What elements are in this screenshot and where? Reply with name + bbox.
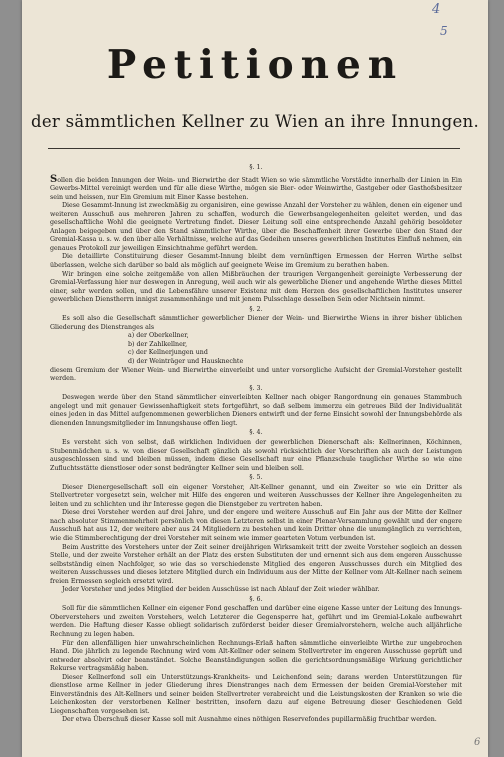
section-heading: §. 2. bbox=[249, 305, 263, 313]
handwritten-numerator: 4 bbox=[432, 2, 441, 17]
rank-list bbox=[128, 332, 462, 366]
list-item: a) der Oberkellner, bbox=[128, 332, 189, 340]
paragraph: Wir bringen eine solche zeitgemäße von allen Mißbräuchen der traurigen Vergangenheit gereinigte Verbesserung der Gremial-Verfassung hier nur deswegen in Anregung, weil auch wir als gewerbliche Diener und angehende Wirthe dieses Mittel einer, sehr werden sollen, und die Lebensfähre unserer Existenz mit dem Herzen des gesellschaftlichen Institutes unserer gewerblichen Dienstherrn innigst zusammenhänge und mit jenem Pulsschlage desselben Sein oder Nichtsein nimmt. bbox=[50, 270, 462, 304]
paragraph: Deswegen werde über den Stand sämmtlicher einverleibten Kellner nach obiger Rangordnung ein genaues Stammbuch angelegt und mit genauer Gewissenhaftigkeit stets fortgeführt, so daß selbem immerzu ein getreues Bild der Individualität eines jeden in das Mittel aufgenommenen gewerblichen Dieners entwirft und der ferne Einsicht sowohl der Innungsbehörde als dienenden Innungsmitglieder im Innungshause offen liegt. bbox=[50, 394, 462, 427]
paragraph: Der etwa Überschuß dieser Kasse soll mit Ausnahme eines nöthigen Reservefondes pupillarmäßig fruchtbar werden. bbox=[62, 716, 437, 724]
section-heading: §. 3. bbox=[249, 384, 263, 392]
list-item: b) der Zahlkellner, bbox=[128, 340, 188, 348]
section-heading: §. 6. bbox=[249, 595, 263, 603]
list-item: d) der Weinträger und Hausknechte bbox=[128, 358, 244, 366]
paragraph: Diese Gesammt-Innung ist zweckmäßig zu organisiren, eine gewisse Anzahl der Vorsteher zu wählen, denen ein eigener und weiteren Ausschuß aus mehreren Jahren zu schaffen, wodurch die Gewerbsangelegenheiten geleitet werden, und das gesellschaftliche Wohl die geeignete Vertretung findet. Dieser Leitung soll eine entsprechende Anzahl gehörig besoldeter Anlagen beigegeben und über den Stand sämmtlicher Wirthe, über die Beschaffenheit ihrer Gewerbe über den Stand der Gremial-Kassa u. s. w. den über alle Verhältnisse, welche auf das Gedeihen unseres gewerblichen Institutes Einfluß nehmen, ein genaues Protokoll zur jeweiligen Einsichtnahme geführt werden. bbox=[50, 202, 462, 252]
paragraph: Dieser Kellnerfond soll ein Unterstützungs-Krankheits- und Leichenfond sein; darans werden Unterstützungen für dienstlose arme Kellner in jeder Gliederung ihres Dienstranges nach dem Ermessen der beiden Gremial-Vorsteher mit Einverständnis des Alt-Kellners und seiner beiden Stellvertreter verabreicht und die Leistungskosten der Kranken so wie die Leichenkosten der verstorbenen Kellner bestritten, insofern dazu auf eigene Betreuung dieser Geschiedenen Geld Liegenschaften vorgesehen ist. bbox=[50, 673, 462, 715]
handwritten-denominator: 5 bbox=[440, 24, 448, 38]
paragraph: Die detaillirte Constituirung dieser Gesammt-Innung bleibt dem vernünftigen Ermessen der Herren Wirthe selbst überlassen, welche sich darüber so bald als möglich auf geeignete Weise im Gremium zu berathen haben. bbox=[50, 253, 462, 270]
paragraph: Sollen die beiden Innungen der Wein- und Bierwirthe der Stadt Wien so wie sämmtliche Vorstädte innerhalb der Linien in Ein Gewerbs-Mittel vereinigt werden und für alle diese Wirthe, mögen sie Bier- oder Weinwirthe, Gastgeber oder Gasthofsbesitzer sein und heissen, nur Ein Gremium mit Einer Kasse bestehen. bbox=[50, 173, 462, 201]
paragraph: Es versteht sich von selbst, daß wirklichen Individuen der gewerblichen Dienerschaft als: Kellnerinnen, Köchinnen, Stubenmädchen u. s. w. von dieser Gesellschaft gänzlich als sowohl rücksichtlich der Vorschriften als auch der Leistungen ausgeschlossen sind und bleiben müssen, indem diese Gesellschaft nur eine Pflanzschule tauglicher Wirthe so wie eine Zufluchtsstätte dienstloser oder sonst bedrängter Kellner sein und bleiben soll. bbox=[50, 438, 462, 472]
section-heading: §. 4. bbox=[249, 429, 263, 437]
paragraph: diesem Gremium der Wiener Wein- und Bierwirthe einverleibt und unter vorsorgliche Aufsicht der Gremial-Vorsteher gestellt werden. bbox=[50, 366, 462, 383]
paragraph: Dieser Dienergesellschaft soll ein eigener Vorsteher, Alt-Kellner genannt, und ein Zweiter so wie ein Dritter als Stellvertreter vorgesetzt sein, welcher mit Hilfe des engeren und weiteren Ausschusses der Kellner ihre Angelegenheiten zu leiten und zu schlichten und ihr Interesse gegen die Dienstgeber zu vertreten haben. bbox=[50, 483, 462, 508]
handwritten-page-mark: 6 bbox=[474, 737, 481, 748]
document-body bbox=[50, 156, 462, 725]
drop-cap: S bbox=[50, 173, 58, 185]
paragraph: Für den allenfälligen hier unwahrscheinlichen Rechnungs-Erlaß haften sämmtliche einverleibte Wirthe zur ungebrochen Hand. Die jährlich zu legende Rechnung wird vom Alt-Kellner oder seinem Stellvertreter im engeren Ausschusse geprüft und entweder absolvirt oder beanständet. Solche Beanständigungen sollen die gerichtsordnungsmäßige Wirkung gerichtlicher Rekurse vertragsmäßig haben. bbox=[50, 639, 462, 673]
section-heading: §. 5. bbox=[249, 474, 263, 482]
page-title: Petitionen bbox=[106, 42, 404, 88]
section-heading: §. 1. bbox=[249, 164, 263, 171]
paragraph: Jeder Vorsteher und jedes Mitglied der beiden Ausschüsse ist nach Ablauf der Zeit wieder wählbar. bbox=[62, 586, 380, 594]
paragraph: Es soll also die Gesellschaft sämmtlicher gewerblicher Diener der Wein- und Bierwirthe Wiens in ihrer bisher üblichen Gliederung des Dienstranges als bbox=[50, 315, 462, 331]
document-sheet bbox=[22, 0, 488, 757]
paragraph: Beim Austritte des Vorstehers unter der Zeit seiner dreijährigen Wirksamkeit tritt der zweite Vorsteher sogleich an dessen Stelle, und der zweite Vorsteher erhält an der Platz des ersten Substituten der und ernennt sich aus dem engeren Ausschusse selbstständig einen Nachfolger, so wie das so verschiedenste Mitglied des engeren Ausschusses durch ein Mitglied des weiteren Ausschusses und dieses letztere Mitglied durch ein Individuum aus der Mitte der Kellner vom Alt-Kellner nach seinem freien Ermessen sogleich ersetzt wird. bbox=[50, 543, 462, 585]
title-rule bbox=[48, 148, 460, 149]
list-item: c) der Kellnerjungen und bbox=[128, 349, 208, 357]
page-subtitle: der sämmtlichen Kellner zu Wien an ihre Innungen. bbox=[30, 112, 480, 131]
paragraph: Diese drei Vorsteher werden auf drei Jahre, und der engere und weitere Ausschuß auf Ein Jahr aus der Mitte der Kellner nach absoluter Stimmenmehrheit persönlich von diesen Letzteren selbst in einer Plenar-Versammlung gewählt und der engere Ausschuß hat aus 12, der weitere aber aus 24 Mitgliedern zu bestehen und kein Dritter ohne die unumgänglich zu verrichten, wie die Stimmberechtigung der drei Vorsteher mit seinem wie immer gearteten Votum verbunden ist. bbox=[50, 509, 462, 542]
paragraph: Soll für die sämmtlichen Kellner ein eigener Fond geschaffen und darüber eine eigene Kasse unter der Leitung des Innungs-Oberverstehers und zweiten Vorstehers, welch Letzterer die Gegensperre hat, geführt und im Gremial-Lokale aufbewahrt werden. Die Haftung dieser Kasse obliegt solidarisch zuförderst beider dieser Gremialvorstehern, welche auch alljährliche Rechnung zu legen haben. bbox=[50, 605, 462, 638]
